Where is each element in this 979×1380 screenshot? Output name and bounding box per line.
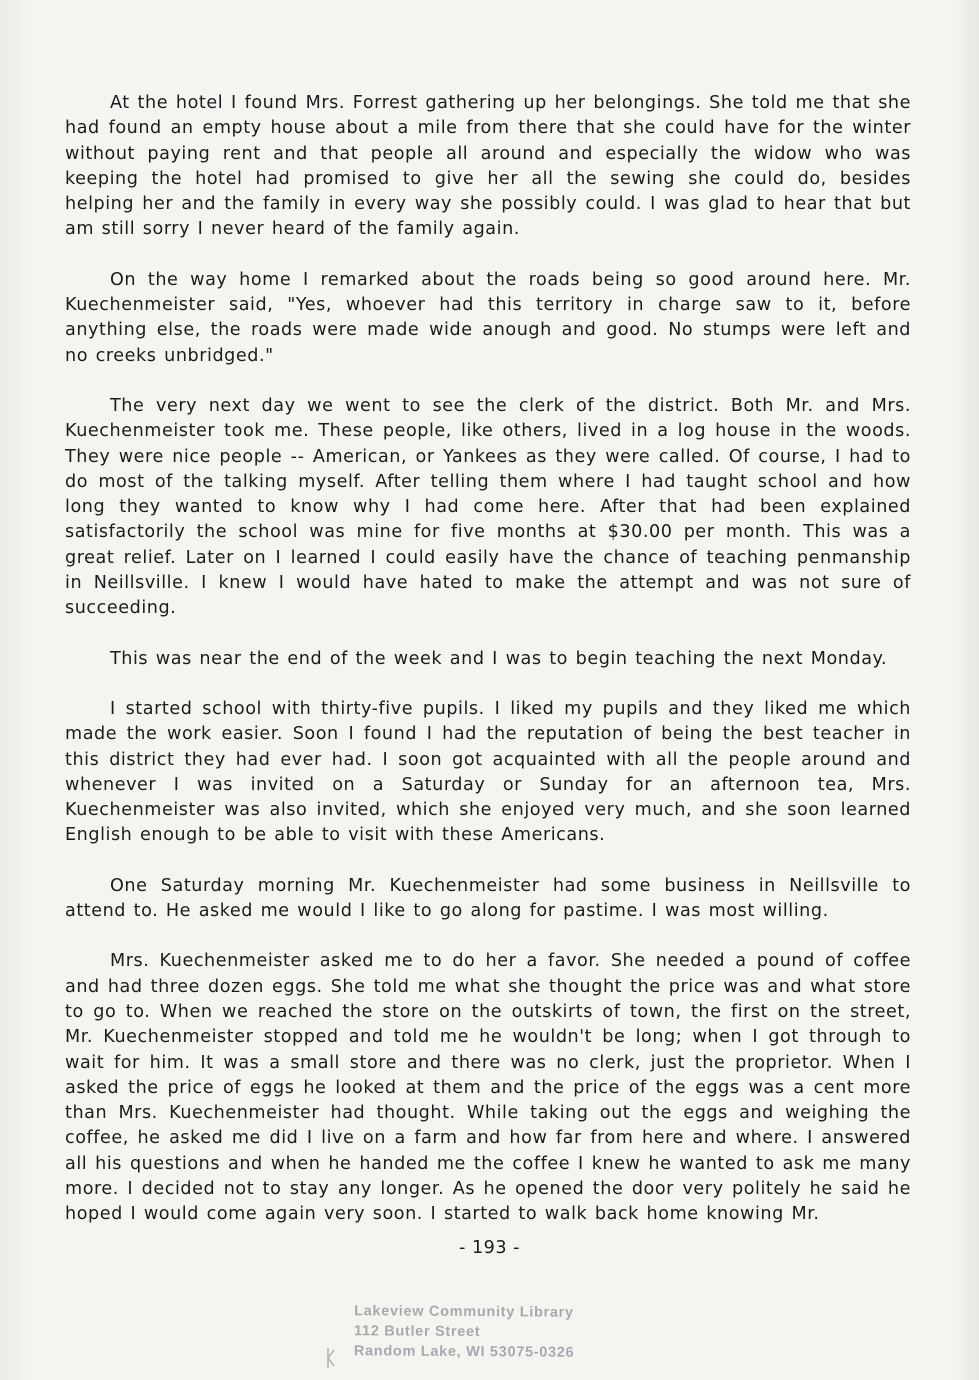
stamp-city: Random Lake, WI 53075-0326: [353, 1343, 575, 1361]
stamp-mark-icon: [326, 1346, 336, 1370]
stamp-library-name: Lakeview Community Library: [354, 1303, 574, 1321]
paragraph-6: One Saturday morning Mr. Kuechenmeister had some business in Neillsville to attend to. He asked me would I like to go along for pastime. I was most willing.: [65, 875, 911, 922]
library-stamp: [354, 1301, 575, 1363]
body-text: [65, 91, 911, 1253]
paragraph-3: The very next day we went to see the clerk of the district. Both Mr. and Mrs. Kuechenmeister took me. These people, like others, lived in a log house in the woods. They were nice people -- American, or Yankees as they were called. Of course, I had to do most of the talking myself. After telling them where I had taught school and how long they wanted to know why I had come here. After that had been explained satisfactorily the school was mine for five months at $30.00 per month. This was a great relief. Later on I learned I could easily have the chance of teaching penmanship in Neillsville. I knew I would have hated to make the attempt and was not sure of succeeding.: [65, 395, 911, 619]
paragraph-4: This was near the end of the week and I was to begin teaching the next Monday.: [110, 648, 888, 669]
paragraph-7: Mrs. Kuechenmeister asked me to do her a favor. She needed a pound of coffee and had three dozen eggs. She told me what she thought the price was and what store to go to. When we reached the store on the outskirts of town, the first on the street, Mr. Kuechenmeister stopped and told me he wouldn't be long; when I got through to wait for him. It was a small store and there was no clerk, just the proprietor. When I asked the price of eggs he looked at them and the price of the eggs was a cent more than Mrs. Kuechenmeister had thought. While taking out the eggs and weighing the coffee, he asked me did I live on a farm and how far from here and where. I answered all his questions and when he handed me the coffee I knew he wanted to ask me many more. I decided not to stay any longer. As he opened the door very politely he said he hoped I would come again very soon. I started to walk back home knowing Mr.: [65, 951, 911, 1225]
stamp-street: 112 Butler Street: [353, 1323, 481, 1341]
page-number: - 193 -: [459, 1238, 520, 1258]
paragraph-2: On the way home I remarked about the roads being so good around here. Mr. Kuechenmeister said, "Yes, whoever had this territory in charge saw to it, before anything else, the roads were made wide anough and good. No stumps were left and no creeks unbridged.": [65, 269, 911, 366]
paragraph-1: At the hotel I found Mrs. Forrest gathering up her belongings. She told me that she had found an empty house about a mile from there that she could have for the winter without paying rent and that people all around and especially the widow who was keeping the hotel had promised to give her all the sewing she could do, besides helping her and the family in every way she possibly could. I was glad to hear that but am still sorry I never heard of the family again.: [65, 93, 911, 240]
paragraph-5: I started school with thirty-five pupils. I liked my pupils and they liked me which made the work easier. Soon I found I had the reputation of being the best teacher in this district they had ever had. I soon got acquainted with all the people around and whenever I was invited on a Saturday or Sunday for an afternoon tea, Mrs. Kuechenmeister was also invited, which she enjoyed very much, and she soon learned English enough to be able to visit with these Americans.: [65, 698, 911, 846]
